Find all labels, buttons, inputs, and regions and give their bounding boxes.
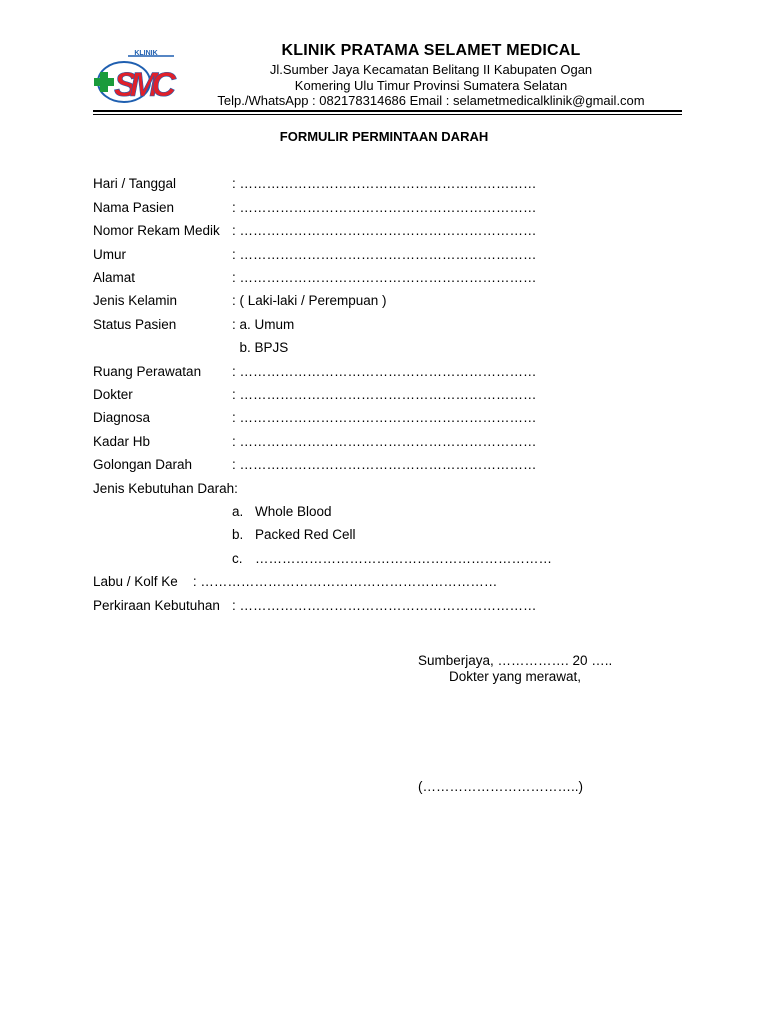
signature-name-placeholder: (……………………………..) xyxy=(418,779,583,794)
option-text: Packed Red Cell xyxy=(255,527,356,542)
field-label: Hari / Tanggal xyxy=(93,176,177,191)
field-label: Dokter xyxy=(93,387,133,402)
field-value: : ………………………………………………………… xyxy=(232,270,537,285)
field-label: Nomor Rekam Medik xyxy=(93,223,220,238)
field-label: Diagnosa xyxy=(93,410,151,425)
field-label: Jenis Kebutuhan Darah: xyxy=(93,481,238,496)
field-value: : ………………………………………………………… xyxy=(232,247,537,262)
option-letter: a. xyxy=(232,504,244,519)
field-label: Ruang Perawatan xyxy=(93,364,202,379)
field-label: Status Pasien xyxy=(93,317,177,332)
field-value: b. BPJS xyxy=(232,340,289,355)
field-label: Golongan Darah xyxy=(93,457,193,472)
clinic-logo xyxy=(94,50,180,110)
field-label: Perkiraan Kebutuhan xyxy=(93,598,220,613)
address-line-1: Jl.Sumber Jaya Kecamatan Belitang II Kabupaten Ogan xyxy=(269,62,593,77)
field-value: : ………………………………………………………… xyxy=(232,387,537,402)
option-text: ………………………………………………………… xyxy=(255,551,552,566)
option-letter: c. xyxy=(232,551,243,566)
field-label: Alamat xyxy=(93,270,136,285)
clinic-name: KLINIK PRATAMA SELAMET MEDICAL xyxy=(281,42,581,59)
field-value: : ………………………………………………………… xyxy=(232,434,537,449)
field-value: : a. Umum xyxy=(232,317,295,332)
header-rule-thin xyxy=(93,114,682,115)
contact-line: Telp./WhatsApp : 082178314686 Email : selametmedicalklinik@gmail.com xyxy=(217,93,645,108)
field-label: Jenis Kelamin xyxy=(93,293,178,308)
signature-role: Dokter yang merawat, xyxy=(449,669,582,684)
form-title: FORMULIR PERMINTAAN DARAH xyxy=(279,129,489,144)
field-value: : ………………………………………………………… xyxy=(232,200,537,215)
field-value: : ………………………………………………………… xyxy=(232,457,537,472)
logo-text: SMC xyxy=(114,66,176,104)
field-value: : ( Laki-laki / Perempuan ) xyxy=(232,293,387,308)
field-label: Nama Pasien xyxy=(93,200,175,215)
option-letter: b. xyxy=(232,527,244,542)
field-value: : ………………………………………………………… xyxy=(232,364,537,379)
labu-kolf-line: Labu / Kolf Ke : ………………………………………………………… xyxy=(93,574,498,589)
field-value: : ………………………………………………………… xyxy=(232,176,537,191)
field-label: Kadar Hb xyxy=(93,434,151,449)
logo-small-text: KLINIK xyxy=(134,50,158,57)
field-value: : ………………………………………………………… xyxy=(232,223,537,238)
field-value: : ………………………………………………………… xyxy=(232,410,537,425)
address-line-2: Komering Ulu Timur Provinsi Sumatera Selatan xyxy=(294,78,568,93)
option-text: Whole Blood xyxy=(255,504,332,519)
header-rule-thick xyxy=(93,110,682,112)
signature-place-date: Sumberjaya, ……………. 20 ….. xyxy=(418,653,613,668)
field-label: Umur xyxy=(93,247,126,262)
field-value: : ………………………………………………………… xyxy=(232,598,537,613)
